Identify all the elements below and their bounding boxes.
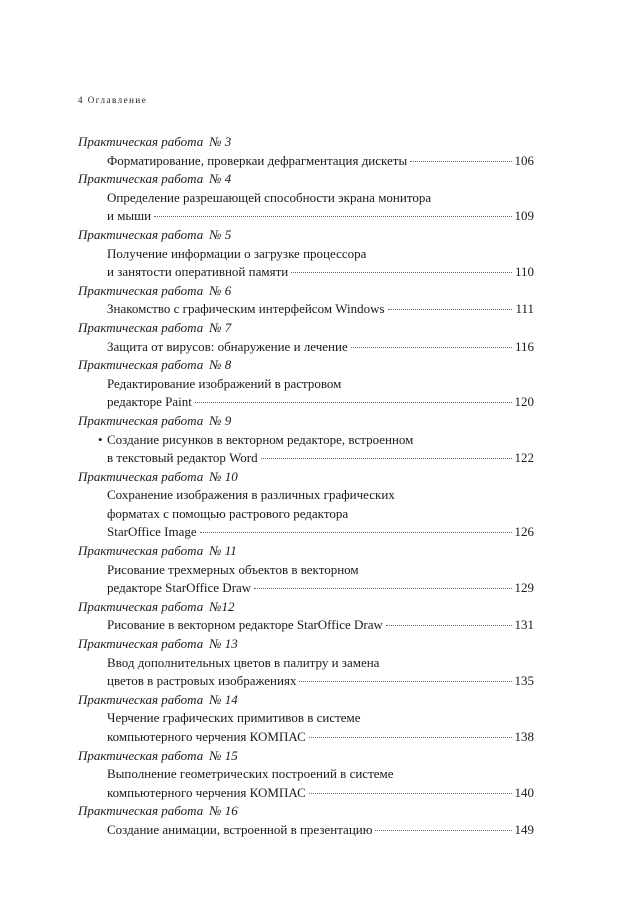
toc-entry-line [78,338,534,357]
toc-entry-heading [78,133,534,152]
toc-entry [78,319,534,356]
toc-entry-line [78,263,534,282]
toc-entry-title: и занятости оперативной памяти [107,264,289,280]
toc-entry-heading [78,598,534,617]
toc-entry-label: Практическая работа [78,357,204,373]
toc-entry [78,747,534,803]
toc-entry-title: Создание рисунков в векторном редакторе, встроенном [107,431,414,447]
dot-leader [388,309,513,310]
toc-entry-title: компьютерного черчения КОМПАС [107,729,306,744]
toc-entry [78,133,534,170]
toc-entry-label: Практическая работа [78,691,204,707]
toc-entry-page: 106 [514,152,534,168]
dot-leader [200,532,512,533]
toc-entry [78,542,534,598]
dot-leader [375,830,511,831]
toc-entry-line [78,784,534,803]
toc-entry-line [78,709,534,728]
toc-entry-line [78,152,534,171]
toc-entry-title: Определение разрешающей способности экрана монитора [107,189,432,205]
toc-entry-page: 122 [514,450,534,466]
toc-entry [78,356,534,412]
toc-entry-page: 149 [514,821,534,837]
table-of-contents [78,133,534,840]
toc-entry-label: Практическая работа [78,803,204,819]
toc-entry-number: № 10 [209,468,238,484]
toc-entry-number: № 7 [209,319,232,335]
toc-entry-number: № 14 [209,691,238,707]
toc-entry-heading [78,319,534,338]
toc-entry-title: и мыши [107,208,152,224]
toc-entry-title: редакторе Paint [107,394,192,410]
toc-entry [78,635,534,691]
toc-entry-line [78,523,534,542]
toc-entry-line [78,728,534,747]
toc-entry-page: 110 [514,264,534,280]
toc-entry-number: №12 [209,598,235,614]
toc-entry-page: 131 [514,617,534,633]
toc-entry-line [78,449,534,468]
toc-entry-number: № 4 [209,171,232,187]
toc-entry-label: Практическая работа [78,636,204,652]
toc-entry-title: Рисование в векторном редакторе StarOffice Draw [107,617,383,633]
toc-entry [78,468,534,542]
toc-entry-heading [78,282,534,301]
toc-entry-label: Практическая работа [78,747,204,763]
toc-entry-line [78,189,534,208]
toc-entry-title: Создание анимации, встроенной в презентацию [107,821,373,837]
toc-entry [78,598,534,635]
toc-entry-heading [78,635,534,654]
toc-entry-label: Практическая работа [78,171,204,187]
toc-entry-line [78,300,534,319]
toc-entry-title: цветов в растровых изображениях [107,673,297,689]
toc-entry-line [78,375,534,394]
toc-entry-line [78,672,534,691]
dot-leader [291,272,512,273]
toc-entry-line [78,393,534,412]
toc-entry-heading [78,226,534,245]
toc-entry-line [78,431,534,450]
toc-entry-number: № 11 [209,543,237,559]
toc-entry [78,282,534,319]
toc-entry-page: 109 [514,208,534,224]
toc-entry-line [78,505,534,524]
toc-entry-title: форматах с помощью растрового редактора [107,505,349,521]
dot-leader [154,216,511,217]
toc-entry-page: 120 [514,394,534,410]
dot-leader [195,402,512,403]
toc-entry-label: Практическая работа [78,226,204,242]
toc-entry-label: Практическая работа [78,282,204,298]
toc-entry-number: № 9 [209,412,232,428]
toc-entry [78,170,534,226]
toc-entry-title: StarOffice Image [107,524,197,540]
toc-entry [78,802,534,839]
toc-entry-line [78,486,534,505]
toc-entry-label: Практическая работа [78,598,204,614]
toc-entry-title: Редактирование изображений в растровом [107,375,342,391]
dot-leader [299,681,511,682]
dot-leader [410,161,511,162]
toc-entry-number: № 16 [209,803,238,819]
toc-entry-line [78,765,534,784]
toc-entry-title: Ввод дополнительных цветов в палитру и замена [107,654,380,670]
toc-entry-number: № 3 [209,134,232,149]
toc-entry-label: Практическая работа [78,319,204,335]
toc-entry-page: 138 [514,729,534,744]
toc-entry-line [78,245,534,264]
toc-entry-title: компьютерного черчения КОМПАС [107,784,306,800]
toc-entry-label: Практическая работа [78,543,204,559]
toc-entry-page: 126 [514,524,534,540]
toc-entry [78,226,534,282]
bullet-icon: • [98,431,103,447]
toc-entry-label: Практическая работа [78,134,204,149]
toc-entry-title: в текстовый редактор Word [107,450,258,466]
toc-entry-title: Черчение графических примитивов в системе [107,710,361,726]
toc-entry-title: Рисование трехмерных объектов в векторном [107,561,359,577]
dot-leader [351,347,512,348]
toc-entry-heading [78,802,534,821]
toc-entry-heading [78,747,534,766]
toc-entry-number: № 8 [209,357,232,373]
toc-entry-page: 135 [514,673,534,689]
toc-entry-title: редакторе StarOffice Draw [107,580,252,596]
toc-entry-heading [78,468,534,487]
toc-entry-heading [78,356,534,375]
toc-entry-line [78,821,534,840]
toc-entry-page: 129 [514,580,534,596]
toc-entry-number: № 15 [209,747,238,763]
running-head: 4 Оглавление [78,95,148,105]
toc-entry-number: № 5 [209,226,232,242]
dot-leader [254,588,511,589]
toc-entry-line [78,579,534,598]
toc-entry-page: 116 [514,338,534,354]
toc-entry-title: Знакомство с графическим интерфейсом Windows [107,301,385,317]
toc-entry-heading [78,691,534,710]
toc-entry-title: Сохранение изображения в различных графических [107,487,395,503]
toc-entry-heading [78,412,534,431]
toc-entry-label: Практическая работа [78,412,204,428]
dot-leader [309,737,512,738]
dot-leader [261,458,512,459]
dot-leader [309,793,512,794]
toc-entry-line [78,654,534,673]
toc-entry-title: Получение информации о загрузке процессора [107,245,367,261]
toc-entry [78,691,534,747]
toc-entry-title: Защита от вирусов: обнаружение и лечение [107,338,348,354]
toc-entry-line [78,561,534,580]
toc-entry-line [78,207,534,226]
toc-entry-label: Практическая работа [78,468,204,484]
toc-entry-page: 140 [514,784,534,800]
toc-entry-number: № 13 [209,636,238,652]
toc-entry [78,412,534,468]
toc-entry-heading [78,542,534,561]
toc-entry-line [78,616,534,635]
dot-leader [386,625,512,626]
toc-entry-page: 111 [515,301,534,317]
toc-entry-heading [78,170,534,189]
toc-entry-title: Форматирование, проверкаи дефрагментация дискеты [107,152,408,168]
toc-entry-number: № 6 [209,282,232,298]
toc-entry-title: Выполнение геометрических построений в системе [107,766,394,782]
